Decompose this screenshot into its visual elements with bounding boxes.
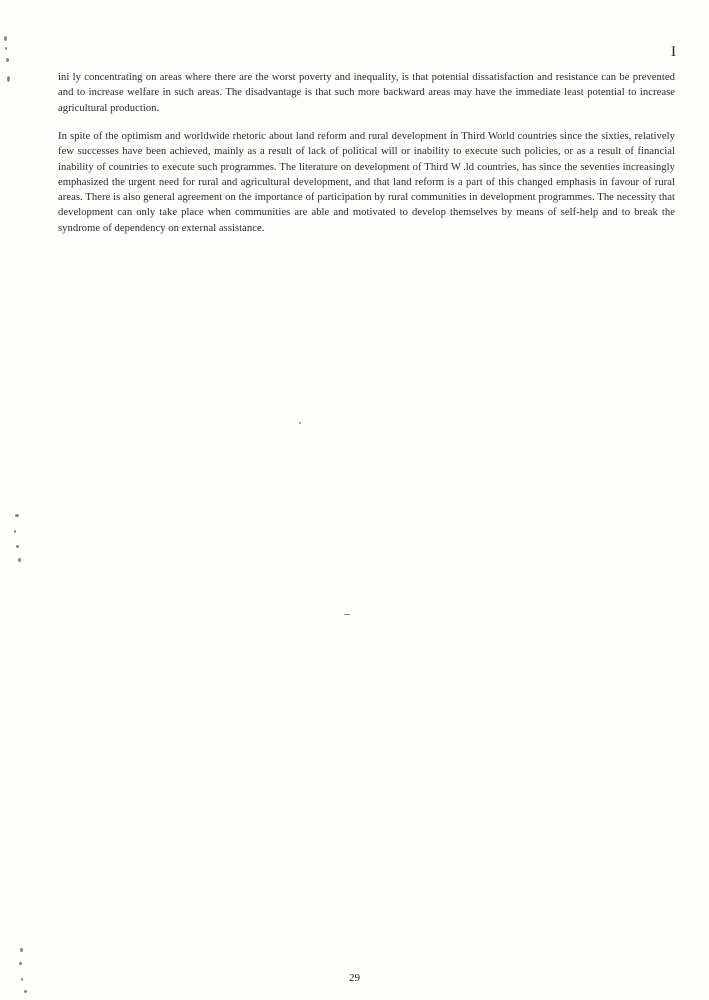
scan-speck [24,990,27,993]
scan-speck [7,76,10,82]
scan-edge-marks [0,0,22,1000]
scan-speck [344,614,350,615]
scan-speck [18,558,21,562]
body-paragraph: In spite of the optimism and worldwide rhetoric about land reform and rural development in Third World countries since the sixties, relatively few successes have been achieved, mainly as a result of lack of political will or inability to execute such policies, or as a result of financial inability of countries to execute such programmes. The literature on development of Third W .ld countries, has since the seventies increasingly emphasized the urgent need for rural and agricultural development, and that land reform is a part of this changed emphasis in favour of rural areas. There is also general agreement on the importance of participation by rural communities in development programmes. The necessity that development can only take place when communities are able and motivated to develop themselves by means of self-help and to break the syndrome of dependency on external assistance. [58,131,675,234]
scan-speck [5,47,7,50]
scan-speck [4,36,7,41]
scan-speck [6,58,9,62]
scan-speck [299,422,301,424]
scan-speck [15,514,19,517]
corner-mark: I [671,44,676,60]
scan-speck [14,530,16,533]
page-number: 29 [349,972,360,984]
body-paragraph: ini ly concentrating on areas where there are the worst poverty and inequality, is that potential dissatisfaction and resistance can be prevented and to increase welfare in such areas. The disadvantage is that such more backward areas may have the immediate least potential to increase agricultural production. [58,72,675,114]
scan-speck [20,948,23,952]
scan-speck [16,545,19,548]
scan-speck [19,962,22,965]
